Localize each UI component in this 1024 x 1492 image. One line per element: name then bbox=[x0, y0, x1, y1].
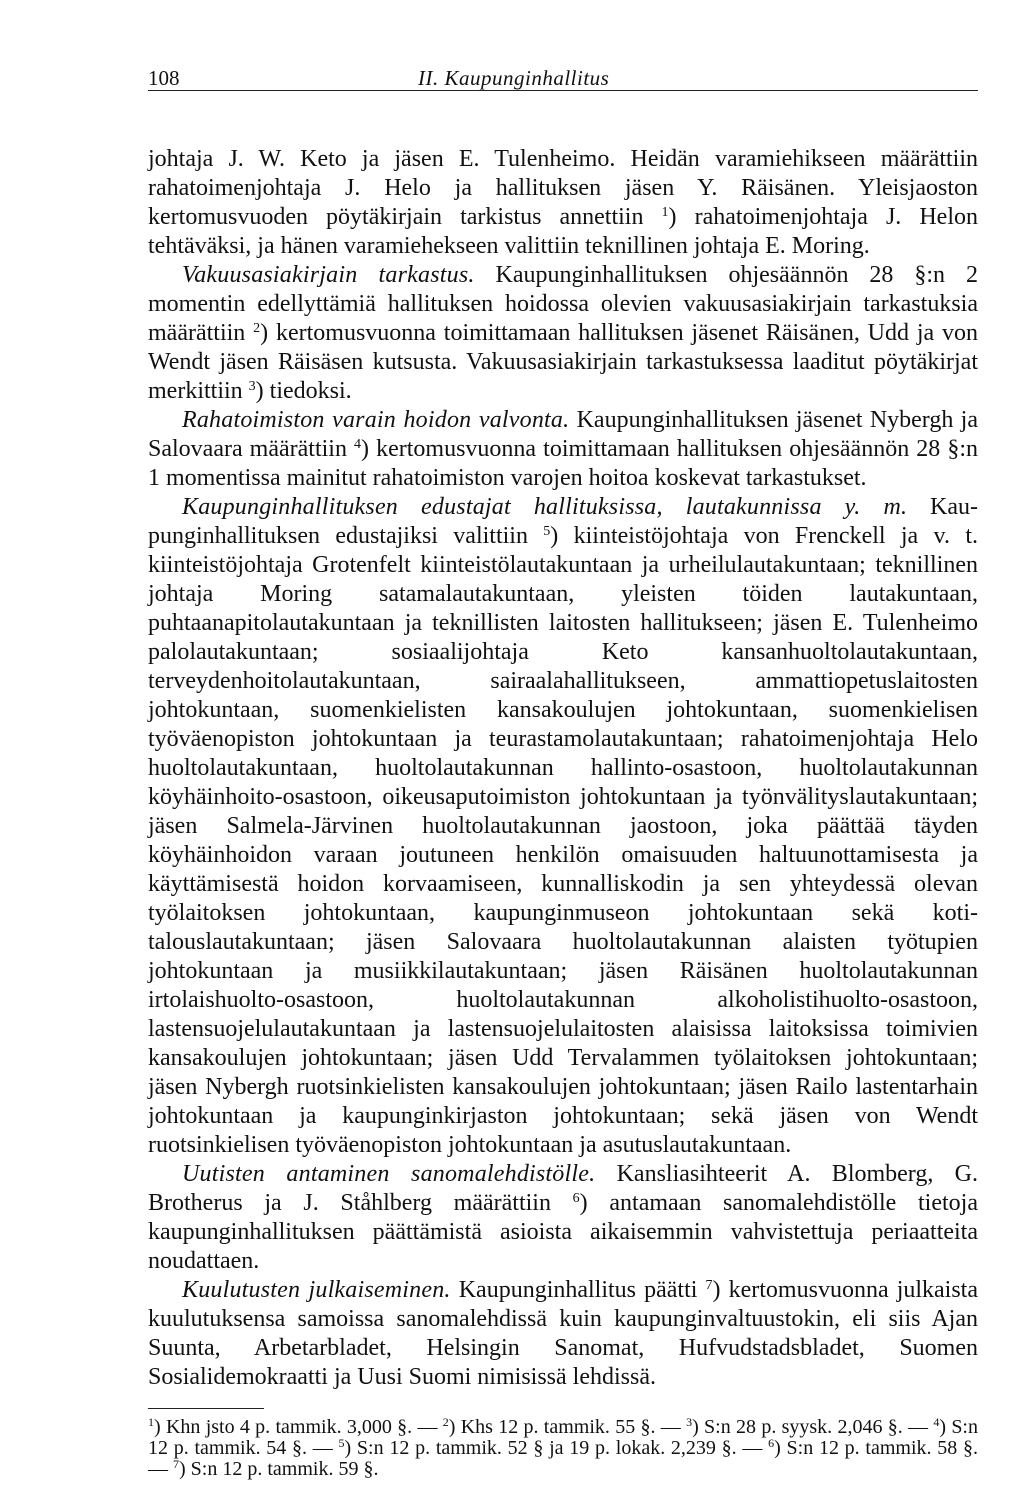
paragraph-text: Kaupunginhallitus päätti bbox=[450, 1277, 706, 1303]
body-text bbox=[148, 145, 978, 1392]
footnote-marker: 3 bbox=[686, 1415, 693, 1429]
footnote-text: ) S:n 12 p. tammik. 58 §. — bbox=[148, 1437, 978, 1480]
footnote-text: ) Khs 12 p. tammik. 55 §. — bbox=[448, 1416, 687, 1438]
paragraph bbox=[148, 1276, 978, 1392]
paragraph bbox=[148, 493, 978, 1160]
footnote-reference: 1 bbox=[661, 205, 669, 220]
footnote-marker: 7 bbox=[173, 1457, 179, 1471]
footnote-reference: 6 bbox=[572, 1191, 580, 1206]
footnote-text: ) S:n 28 p. syysk. 2,046 §. — bbox=[692, 1416, 934, 1438]
footnote-marker: 6 bbox=[768, 1436, 775, 1450]
paragraph-text: johtaja J. W. Keto ja jäsen E. Tulenheimo. Heidän varamiehikseen määrättiin rahatoimenjohtaja J. Helo ja hallituksen jäsen Y. Räisänen. Yleisjaoston kertomusvuoden pöytäkirjain tarkistus annettiin bbox=[148, 146, 978, 230]
footnote-text: ) Khn jsto 4 p. tammik. 3,000 §. — bbox=[154, 1416, 443, 1438]
paragraph-text: ) kiinteistöjohtaja von Frenckell ja v. t. kiinteistöjohtaja Grotenfelt kiinteistölautakuntaan ja urheilulautakuntaan; teknillinen johtaja Moring satamalautakuntaan, yleisten töiden lautakuntaan, puhtaanapitolautakuntaan ja teknillisten laitosten hallitukseen; jäsen E. Tulenheimo palolautakuntaan; sosiaalijohtaja Keto kansanhuoltolautakuntaan, terveydenhoitolautakuntaan, sairaalahallitukseen, ammattiopetuslaitosten johtokuntaan, suomenkielisten kansakoulujen johtokuntaan, suomenkielisen työväenopiston johtokuntaan ja teurastamolautakuntaan; rahatoimenjohtaja Helo huoltolautakuntaan, huoltolautakunnan hallinto-osastoon, huoltolautakunnan köyhäinhoito-osastoon, oikeusaputoimiston johtokuntaan ja työnvälityslautakuntaan; jäsen Salmela-Järvinen huoltolautakunnan jaostoon, joka päättää täyden köyhäinhoidon varaan joutuneen henkilön omaisuuden haltuunottamisesta ja käyttämisestä hoidon korvaamiseen, kunnalliskodin ja sen yhteydessä olevan työlaitoksen johtokuntaan, kaupunginmuseon johtokuntaan sekä kotitalouslautakuntaan; jäsen Salovaara huoltolautakunnan alaisten työtupien johtokuntaan ja musiikkilautakuntaan; jäsen Räisänen huoltolautakunnan irtolaishuolto-osastoon, huoltolautakunnan alkoholistihuolto-osastoon, lastensuojelulautakuntaan ja lastensuojelulaitosten alaisissa laitoksissa toimivien kansakoulujen johtokuntaan; jäsen Udd Tervalammen työlaitoksen johtokuntaan; jäsen Nybergh ruotsinkielisten kansakoulujen johtokuntaan; jäsen Railo lastentarhain johtokuntaan ja kaupunginkirjaston johtokuntaan; sekä jäsen von Wendt ruotsinkielisen työväenopiston johtokuntaan ja asutuslautakuntaan. bbox=[148, 523, 978, 1158]
footnote-divider bbox=[148, 1408, 264, 1409]
footnote-reference: 3 bbox=[248, 379, 256, 394]
section-heading: Kaupunginhallituksen edustajat hallituksissa, lautakunnissa y. m. bbox=[182, 494, 908, 520]
paragraph bbox=[148, 1160, 978, 1276]
section-heading: Rahatoimiston varain hoidon valvonta. bbox=[182, 407, 570, 433]
paragraph-text: ) kertomusvuonna julkaista kuulutuksensa samoissa sanomalehdissä kuin kaupunginvaltuustokin, eli siis Ajan Suunta, Arbetarbladet, Helsingin Sanomat, Hufvudstadsbladet, Suomen Sosialidemokraatti ja Uusi Suomi nimisissä lehdissä. bbox=[148, 1277, 979, 1390]
paragraph-text: ) kertomusvuonna toimittamaan hallituksen ohjesäännön 28 §:n 1 momentissa mainitut rahatoimiston varojen hoitoa koskevat tarkastukset. bbox=[148, 436, 979, 491]
paragraph-text: Kansliasihteerit A. Blomberg, G. Brotherus ja J. Ståhlberg määrättiin bbox=[148, 1161, 978, 1216]
paragraph-text: Kaupunginhallituksen jäsenet Nybergh ja Salovaara määrättiin bbox=[148, 407, 978, 462]
paragraph-text: ) rahatoimenjohtaja J. Helon tehtäväksi, ja hänen varamiehekseen valittiin teknillinen johtaja E. Moring. bbox=[148, 204, 979, 259]
running-title: II. Kaupunginhallitus bbox=[418, 66, 610, 90]
paragraph-text: Kaupunginhallituksen edustajiksi valittiin bbox=[148, 494, 979, 549]
running-header bbox=[148, 56, 978, 91]
footnote-text: ) S:n 12 p. tammik. 54 §. — bbox=[148, 1416, 978, 1459]
paragraph bbox=[148, 261, 978, 406]
paragraph bbox=[148, 406, 978, 493]
footnote-reference: 4 bbox=[354, 437, 362, 452]
paragraph-text: ) antamaan sanomalehdistölle tietoja kaupunginhallituksen päättämistä asioista aikaisemmin vahvistettuja periaatteita noudattaen. bbox=[148, 1190, 978, 1274]
page-number: 108 bbox=[148, 66, 180, 90]
footnote-marker: 5 bbox=[338, 1436, 345, 1450]
footnote-text: ) S:n 12 p. tammik. 59 §. bbox=[179, 1458, 379, 1480]
footnote-reference: 2 bbox=[253, 321, 261, 336]
footnotes bbox=[148, 1417, 978, 1480]
footnote-marker: 4 bbox=[933, 1415, 940, 1429]
paragraph bbox=[148, 145, 978, 261]
section-heading: Vakuusasiakirjain tarkastus. bbox=[182, 262, 475, 288]
document-page bbox=[148, 56, 978, 1480]
footnote-marker: 2 bbox=[442, 1415, 449, 1429]
paragraph-text: Kaupunginhallituksen ohjesäännön 28 §:n 2 momentin edellyttämiä hallituksen hoidossa olevien vakuusasiakirjain tarkastuksia määrättiin bbox=[148, 262, 978, 346]
paragraph-text: ) kertomusvuonna toimittamaan hallituksen jäsenet Räisänen, Udd ja von Wendt jäsen Räisäsen kutsusta. Vakuusasiakirjain tarkastuksessa laaditut pöytäkirjat merkittiin bbox=[148, 320, 979, 404]
footnote-reference: 5 bbox=[543, 524, 551, 539]
paragraph-text: ) tiedoksi. bbox=[255, 378, 352, 404]
footnote-reference: 7 bbox=[705, 1278, 713, 1293]
section-heading: Uutisten antaminen sanomalehdistölle. bbox=[182, 1161, 596, 1187]
footnote-marker: 1 bbox=[148, 1415, 154, 1429]
section-heading: Kuulutusten julkaiseminen. bbox=[182, 1277, 451, 1303]
footnote-text: ) S:n 12 p. tammik. 52 § ja 19 p. lokak. 2,239 §. — bbox=[344, 1437, 769, 1459]
footnote-block bbox=[148, 1417, 978, 1480]
